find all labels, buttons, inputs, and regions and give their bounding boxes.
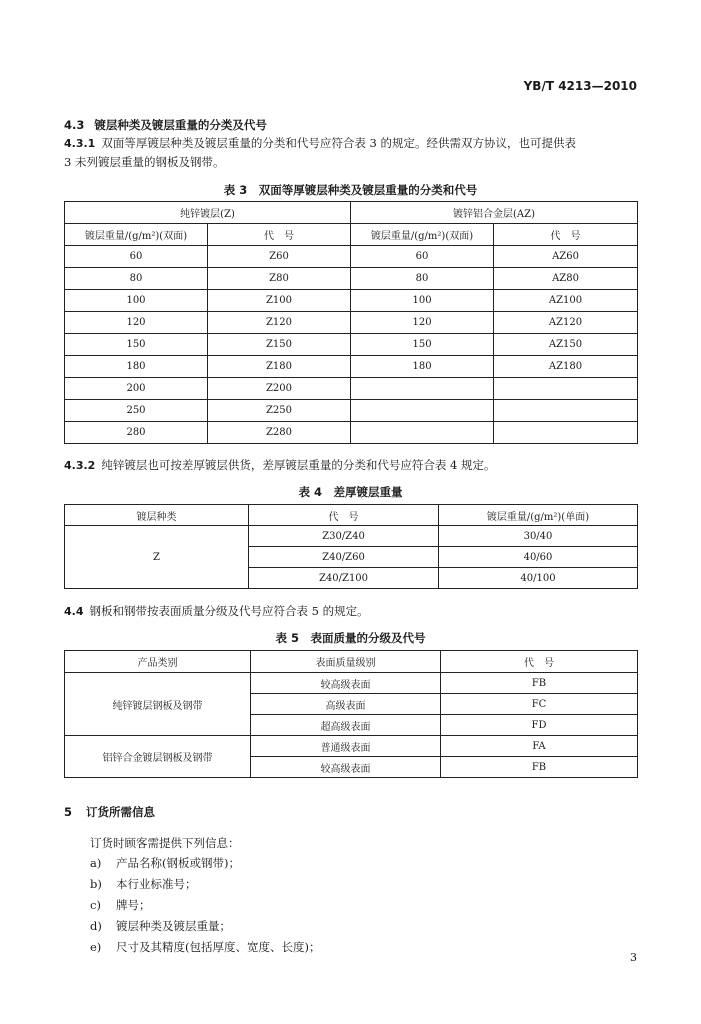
table-5-header-product: 产品类别 [65,651,251,673]
list-marker: a) [90,856,102,870]
list-item [90,939,320,955]
table-3-header-weight: 镀层重量/(g/m²)(双面) [65,224,208,246]
table-row [65,268,638,290]
table-3-header-weight: 镀层重量/(g/m²)(双面) [351,224,494,246]
table-cell: AZ120 [494,312,638,334]
table-cell: 150 [65,334,208,356]
table-cell [494,400,638,422]
table-cell: 120 [351,312,494,334]
table-5-product-cell: 铝锌合金镀层钢板及钢带 [65,736,251,778]
table-cell: AZ180 [494,356,638,378]
page-number: 3 [630,951,637,964]
section-5-heading [64,804,155,820]
table-5-header-grade: 表面质量级别 [251,651,441,673]
table-cell: Z40/Z100 [249,568,439,589]
table-cell [494,422,638,444]
table-cell: 100 [351,290,494,312]
list-item [90,897,151,913]
section-title: 镀层种类及镀层重量的分类及代号 [94,118,267,132]
table-4-type-cell: Z [65,526,249,589]
section-number: 4.3 [64,118,85,132]
table-5 [64,650,638,778]
table-cell: FD [441,715,638,736]
table-cell: 120 [65,312,208,334]
table-cell: FC [441,694,638,715]
paragraph-text: 钢板和钢带按表面质量分级及代号应符合表 5 的规定。 [89,604,369,618]
table-cell: 100 [65,290,208,312]
table-cell: 较高级表面 [251,673,441,694]
paragraph-line: 双面等厚镀层种类及镀层重量的分类和代号应符合表 3 的规定。经供需双方协议，也可提供表 [101,136,576,150]
table-cell [351,400,494,422]
table-4-caption: 表 4 差厚镀层重量 [298,485,403,499]
list-marker: e) [90,940,102,954]
list-item [90,918,231,934]
table-cell: Z100 [208,290,351,312]
table-cell: FA [441,736,638,757]
table-row [65,673,638,694]
table-cell: Z120 [208,312,351,334]
table-cell: 200 [65,378,208,400]
table-5-product-cell: 纯锌镀层钢板及钢带 [65,673,251,736]
table-row [65,422,638,444]
table-cell: 180 [65,356,208,378]
paragraph-4-3-2 [64,456,644,475]
paragraph-4-3-1 [64,134,644,172]
table-cell: 150 [351,334,494,356]
table-cell: Z180 [208,356,351,378]
table-4-header-type: 镀层种类 [65,505,249,526]
table-row [65,290,638,312]
table-cell: 280 [65,422,208,444]
table-cell: Z60 [208,246,351,268]
paragraph-4-4 [64,602,644,621]
table-3-group-aluzinc: 镀锌铝合金层(AZ) [351,202,638,224]
list-item [90,855,240,871]
table-cell: 40/100 [439,568,638,589]
section-number: 5 [64,805,73,819]
table-cell: 80 [65,268,208,290]
table-cell: 超高级表面 [251,715,441,736]
clause-number: 4.3.1 [64,137,96,150]
table-cell: FB [441,673,638,694]
document-code: YB/T 4213—2010 [523,79,637,93]
table-5-header-code: 代 号 [441,651,638,673]
list-text: 尺寸及其精度(包括厚度、宽度、长度)； [116,940,321,954]
table-row [65,400,638,422]
table-cell: 较高级表面 [251,757,441,778]
table-cell: AZ100 [494,290,638,312]
table-cell: AZ60 [494,246,638,268]
table-row [65,312,638,334]
table-row [65,334,638,356]
section-title: 订货所需信息 [86,805,156,819]
table-3-header-code: 代 号 [494,224,638,246]
clause-number: 4.3.2 [64,459,96,472]
table-5-caption: 表 5 表面质量的分级及代号 [275,631,426,645]
clause-number: 4.4 [64,605,84,618]
list-text: 本行业标准号； [116,877,197,891]
table-cell: FB [441,757,638,778]
table-cell: 80 [351,268,494,290]
table-row [65,378,638,400]
table-4 [64,504,638,589]
table-3 [64,201,638,444]
table-cell: Z150 [208,334,351,356]
table-4-header-code: 代 号 [249,505,439,526]
table-cell [494,378,638,400]
table-cell: Z80 [208,268,351,290]
table-row [65,736,638,757]
table-cell: 高级表面 [251,694,441,715]
paragraph-line: 3 未列镀层重量的钢板及钢带。 [64,155,225,169]
list-text: 牌号； [116,898,151,912]
table-cell: 180 [351,356,494,378]
table-cell: 60 [65,246,208,268]
list-text: 镀层种类及镀层重量； [116,919,231,933]
table-3-header-code: 代 号 [208,224,351,246]
list-item [90,876,197,892]
section-4-3-heading [64,117,267,133]
table-cell: AZ80 [494,268,638,290]
list-marker: d) [90,919,102,933]
table-cell: Z30/Z40 [249,526,439,547]
table-cell [351,378,494,400]
list-marker: b) [90,877,102,891]
table-cell: 普通级表面 [251,736,441,757]
table-cell: Z40/Z60 [249,547,439,568]
table-cell: AZ150 [494,334,638,356]
table-row [65,246,638,268]
table-cell: 60 [351,246,494,268]
table-3-group-zinc: 纯锌镀层(Z) [65,202,351,224]
list-marker: c) [90,898,101,912]
table-cell: Z250 [208,400,351,422]
table-row [65,356,638,378]
table-cell: 30/40 [439,526,638,547]
section-5-intro: 订货时顾客需提供下列信息： [90,836,240,850]
table-row [65,526,638,547]
table-3-caption: 表 3 双面等厚镀层种类及镀层重量的分类和代号 [223,183,478,197]
table-4-header-weight: 镀层重量/(g/m²)(单面) [439,505,638,526]
table-cell: 40/60 [439,547,638,568]
table-cell: Z280 [208,422,351,444]
table-cell: Z200 [208,378,351,400]
table-cell: 250 [65,400,208,422]
list-text: 产品名称(钢板或钢带)； [116,856,240,870]
paragraph-text: 纯锌镀层也可按差厚镀层供货，差厚镀层重量的分类和代号应符合表 4 规定。 [101,458,496,472]
table-cell [351,422,494,444]
